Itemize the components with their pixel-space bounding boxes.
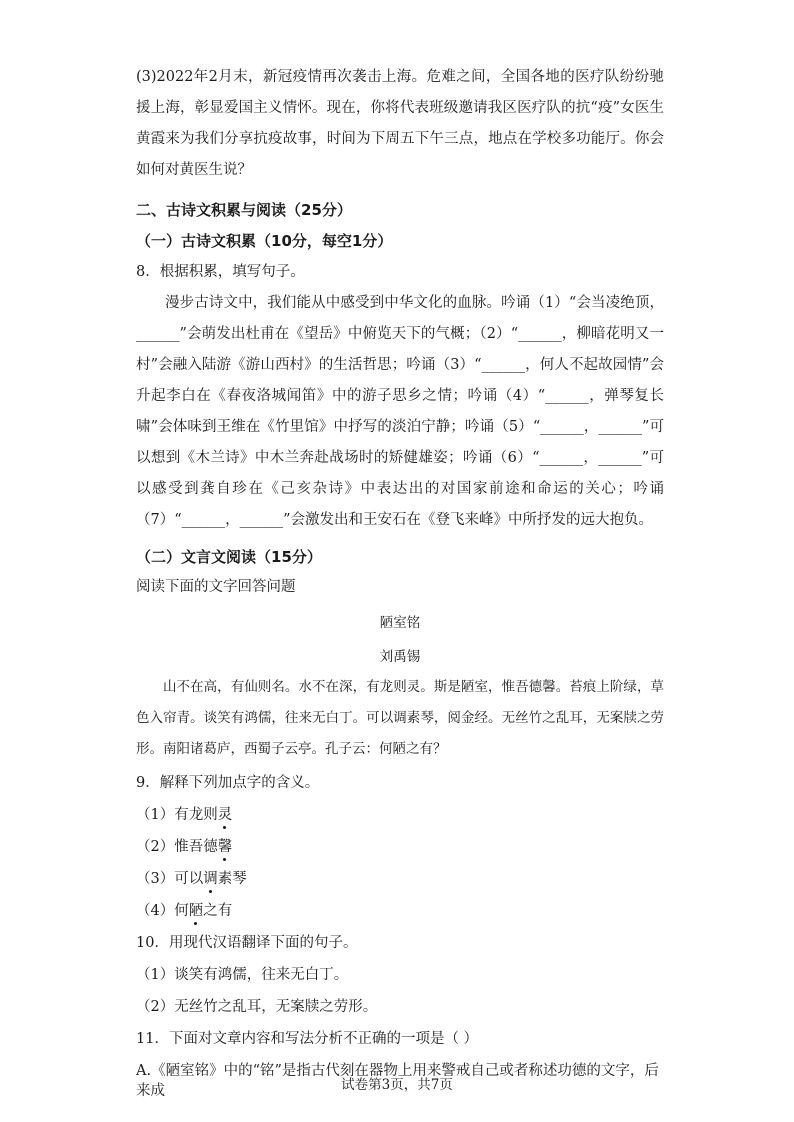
- text-author: 刘禹锡: [379, 649, 421, 665]
- dotted-char: 灵: [217, 807, 233, 823]
- page-footer: 试卷第3页，共7页: [341, 1077, 453, 1093]
- section-2-title: 二、古诗文积累与阅读（25分）: [136, 201, 352, 219]
- question-9-item: （2）惟吾德馨: [136, 839, 233, 855]
- question-10-item: （2）无丝竹之乱耳，无案牍之劳形。: [136, 999, 378, 1015]
- reading-intro: 阅读下面的文字回答问题: [136, 579, 296, 595]
- question-11-option-a: A.《陋室铭》中的“铭”是指古代刻在器物上用来警戒自己或者称述功德的文字，后来成: [136, 1063, 659, 1099]
- page-content: [136, 62, 664, 1101]
- question-7-3: (3)2022年2月末，新冠疫情再次袭击上海。危难之间，全国各地的医疗队纷纷驰援上海，彰显爱国主义情怀。现在，你将代表班级邀请我区医疗队的抗“疫”女医生黄霞来为我们分享抗疫故事，时间为下周五下午三点，地点在学校多功能厅。你会如何对黄医生说？: [136, 69, 664, 178]
- question-9-item: （1）有龙则灵: [136, 807, 233, 823]
- question-11-stem: 11．下面对文章内容和写法分析不正确的一项是（ ）: [136, 1031, 479, 1047]
- question-10-item: （1）谈笑有鸿儒，往来无白丁。: [136, 967, 349, 983]
- question-9-item: （3）可以调素琴: [136, 871, 247, 887]
- question-8-stem: 8．根据积累，填写句子。: [136, 264, 305, 280]
- question-9-item: （4）何陋之有: [136, 903, 233, 919]
- dotted-char: 调: [203, 871, 218, 887]
- part-1-title: （一）古诗文积累（10分，每空1分）: [136, 232, 393, 250]
- question-9-stem: 9．解释下列加点字的含义。: [136, 775, 320, 791]
- part-2-title: （二）文言文阅读（15分）: [136, 548, 322, 566]
- text-body: 山不在高，有仙则名。水不在深，有龙则灵。斯是陋室，惟吾德馨。苔痕上阶绿，草色入帘青。谈笑有鸿儒，往来无白丁。可以调素琴，阅金经。无丝竹之乱耳，无案牍之劳形。南阳诸葛庐，西蜀子云亭。孔子云：何陋之有？: [136, 679, 664, 757]
- dotted-char: 馨: [217, 839, 233, 855]
- question-8-passage: 漫步古诗文中，我们能从中感受到中华文化的血脉。吟诵（1）“会当凌绝顶，______”会萌发出杜甫在《望岳》中俯览天下的气概；（2）“______，柳暗花明又一村”会融入陆游《游山西村》的生活哲思；吟诵（3）“______，何人不起故园情”会升起李白在《春夜洛城闻笛》中的游子思乡之情；吟诵（4）“______，弹琴复长啸”会体味到王维在《竹里馆》中抒写的淡泊宁静；吟诵（5）“______，______”可以想到《木兰诗》中木兰奔赴战场时的矫健雄姿；吟诵（6）“______，______”可以感受到龚自珍在《己亥杂诗》中表达出的对国家前途和命运的关心；吟诵（7）“______，______”会激发出和王安石在《登飞来峰》中所抒发的远大抱负。: [136, 295, 664, 528]
- question-10-stem: 10．用现代汉语翻译下面的句子。: [136, 935, 358, 951]
- text-title: 陋室铭: [379, 615, 421, 631]
- dotted-char: 陋: [188, 903, 204, 919]
